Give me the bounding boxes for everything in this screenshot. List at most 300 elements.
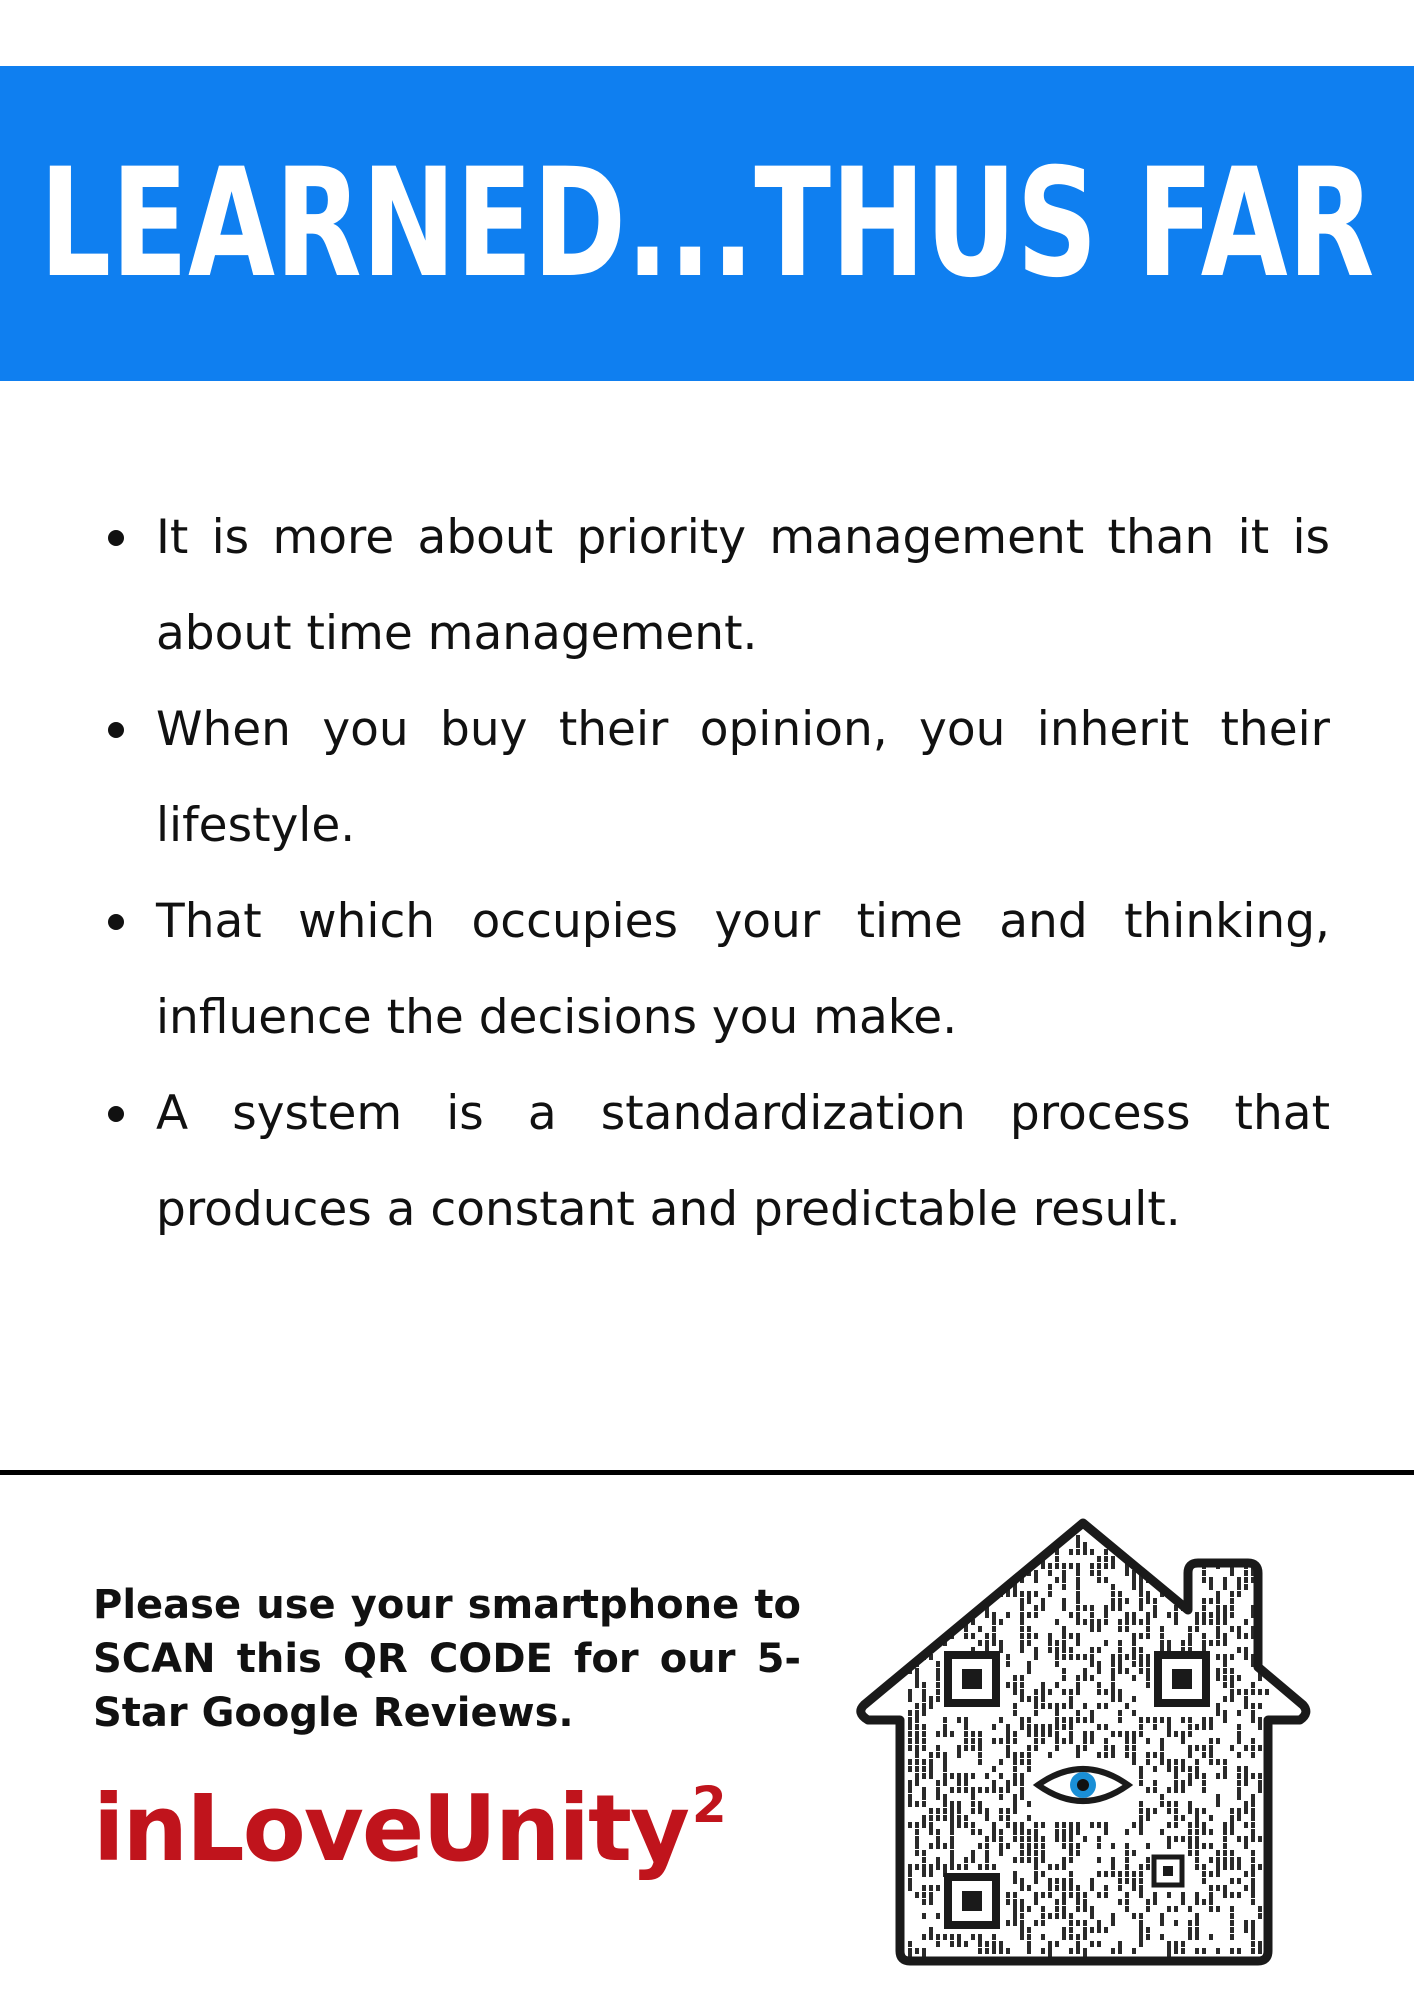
qr-module [1244,1745,1248,1751]
qr-module [922,1759,926,1765]
qr-module [1062,1668,1066,1674]
qr-module [1048,1752,1052,1758]
qr-module [1237,1710,1241,1716]
qr-module [1055,1836,1059,1842]
qr-module [1097,1752,1101,1758]
qr-module [1195,1913,1199,1926]
qr-module [1230,1920,1234,1926]
qr-module [957,1570,961,1576]
qr-module [1167,1801,1171,1807]
qr-module [936,1913,940,1919]
qr-module [1209,1843,1213,1849]
qr-module [915,1535,919,1541]
qr-module [1097,1927,1101,1933]
qr-module [1090,1675,1094,1681]
qr-module [1083,1619,1087,1625]
qr-module [1104,1563,1108,1569]
qr-module [1104,1892,1108,1898]
qr-module [936,1577,940,1590]
qr-module [1076,1892,1080,1905]
qr-module [922,1731,926,1737]
qr-module [1055,1710,1059,1716]
qr-module [1188,1745,1192,1758]
qr-module [1216,1794,1220,1807]
qr-module [1153,1570,1157,1576]
qr-module [1034,1612,1038,1618]
qr-module [1013,1549,1017,1555]
qr-module [1216,1703,1220,1716]
qr-module [1020,1717,1024,1730]
qr-module [1223,1710,1227,1723]
qr-module [1181,1815,1185,1821]
qr-module [1027,1836,1031,1842]
qr-module [1111,1696,1115,1702]
qr-module [1258,1689,1262,1695]
qr-module [1195,1836,1199,1849]
qr-module [936,1752,940,1758]
qr-module [1055,1563,1059,1569]
qr-module [992,1724,996,1730]
qr-module [936,1598,940,1604]
qr-module [1027,1745,1031,1751]
qr-module [1139,1619,1143,1625]
qr-module [943,1591,947,1604]
qr-module [1181,1941,1185,1947]
qr-module [922,1703,926,1716]
qr-module [922,1612,926,1618]
qr-module [1153,1780,1157,1786]
qr-module [1020,1850,1024,1856]
qr-module [999,1759,1003,1765]
qr-module [1104,1885,1108,1891]
qr-module [1013,1829,1017,1835]
qr-module [957,1745,961,1758]
qr-module [971,1794,975,1800]
qr-module [1167,1808,1171,1814]
qr-module [1153,1766,1157,1772]
qr-module [1146,1598,1150,1604]
qr-module [1090,1710,1094,1723]
qr-module [1041,1913,1045,1919]
qr-module [1251,1850,1255,1856]
qr-module [908,1738,912,1744]
qr-module [1104,1612,1108,1618]
qr-module [1216,1626,1220,1639]
qr-module [922,1773,926,1779]
qr-module [957,1773,961,1786]
qr-module [950,1941,954,1947]
qr-module [1146,1563,1150,1569]
qr-module [1251,1941,1255,1947]
qr-module [1125,1899,1129,1905]
qr-module [1020,1934,1024,1940]
qr-module [1027,1549,1031,1555]
qr-module [1195,1766,1199,1779]
qr-module [1041,1906,1045,1912]
qr-module [1076,1822,1080,1835]
qr-module [936,1885,940,1891]
qr-module [1251,1794,1255,1807]
qr-module [1258,1906,1262,1912]
qr-module [1062,1689,1066,1695]
qr-module [1055,1885,1059,1891]
qr-module [971,1745,975,1751]
qr-module [1202,1773,1206,1779]
qr-module [1188,1927,1192,1940]
qr-module [1013,1731,1017,1737]
qr-module [964,1822,968,1828]
qr-module [992,1612,996,1625]
qr-module [1027,1640,1031,1646]
qr-module [1188,1773,1192,1786]
qr-module [1034,1745,1038,1751]
qr-module [1223,1829,1227,1835]
qr-module [1083,1542,1087,1555]
qr-module [978,1934,982,1947]
qr-module [1237,1577,1241,1590]
qr-module [1006,1780,1010,1793]
qr-module [1055,1661,1059,1667]
qr-module [1006,1948,1010,1954]
qr-module [1062,1822,1066,1828]
qr-module [999,1948,1003,1954]
qr-module [929,1808,933,1814]
qr-module [1013,1808,1017,1814]
qr-module [1202,1948,1206,1954]
qr-module [971,1535,975,1548]
qr-module [957,1864,961,1870]
qr-module [1090,1549,1094,1555]
qr-module [1097,1822,1101,1828]
qr-module [1153,1808,1157,1814]
qr-module [1111,1591,1115,1597]
qr-module [1111,1871,1115,1877]
qr-module [1034,1647,1038,1660]
qr-module [971,1773,975,1779]
qr-module [1251,1717,1255,1723]
qr-module [1146,1612,1150,1625]
qr-module [1013,1535,1017,1541]
qr-module [1174,1815,1178,1821]
qr-module [1062,1563,1066,1569]
qr-module [1013,1871,1017,1884]
qr-module [985,1857,989,1863]
qr-module [1041,1724,1045,1737]
qr-module [1097,1577,1101,1583]
qr-module [957,1542,961,1548]
qr-module [1244,1871,1248,1877]
qr-module [1209,1577,1213,1590]
qr-module [978,1563,982,1576]
qr-module [1265,1549,1269,1555]
qr-module [1195,1829,1199,1835]
qr-module [1069,1934,1073,1940]
qr-module [1083,1906,1087,1912]
qr-module [1132,1612,1136,1625]
qr-module [1090,1913,1094,1919]
qr-module [908,1584,912,1597]
qr-module [936,1857,940,1870]
qr-module [936,1934,940,1940]
qr-module [964,1633,968,1639]
qr-module [922,1591,926,1597]
qr-module [964,1535,968,1548]
qr-module [915,1626,919,1639]
qr-module [915,1843,919,1849]
qr-module [908,1689,912,1702]
qr-module [1209,1612,1213,1618]
qr-module [1167,1542,1171,1548]
qr-module [1125,1857,1129,1863]
qr-module [1258,1864,1262,1870]
qr-module [1195,1619,1199,1625]
qr-module [1195,1745,1199,1751]
qr-module [1223,1843,1227,1849]
house-shaped-qr-code-icon[interactable] [848,1515,1318,1970]
qr-module [1027,1668,1031,1674]
qr-module [908,1633,912,1646]
qr-module [1006,1822,1010,1828]
qr-module [1244,1843,1248,1849]
qr-module [1230,1948,1234,1954]
qr-module [1258,1717,1262,1730]
qr-module [999,1738,1003,1744]
qr-module [929,1815,933,1821]
qr-module [1209,1892,1213,1905]
qr-module [1230,1850,1234,1856]
qr-module [1125,1654,1129,1660]
qr-module [1132,1878,1136,1891]
qr-module [1118,1619,1122,1625]
qr-module [1160,1829,1164,1835]
qr-module [1020,1626,1024,1632]
qr-module [1104,1619,1108,1625]
qr-module [1132,1738,1136,1744]
qr-module [978,1626,982,1632]
qr-module [950,1773,954,1779]
qr-module [1167,1549,1171,1555]
qr-module [950,1605,954,1611]
qr-module [929,1864,933,1877]
qr-module [1020,1682,1024,1688]
qr-module [1216,1759,1220,1765]
qr-module [1167,1759,1171,1772]
qr-module [1209,1542,1213,1548]
qr-module [1139,1808,1143,1814]
qr-module [1048,1703,1052,1709]
qr-module [1125,1752,1129,1758]
qr-module [1244,1885,1248,1891]
qr-module [1013,1556,1017,1562]
qr-module [1006,1731,1010,1744]
qr-module [1076,1605,1080,1611]
qr-module [1041,1843,1045,1849]
qr-module [1153,1752,1157,1758]
qr-module [936,1731,940,1737]
qr-module [1048,1570,1052,1576]
qr-module [1167,1556,1171,1562]
qr-module [964,1598,968,1611]
qr-module [1174,1801,1178,1807]
qr-module [1076,1591,1080,1604]
qr-module [992,1738,996,1744]
qr-module [1027,1927,1031,1933]
qr-module [1027,1801,1031,1807]
qr-module [1146,1759,1150,1765]
qr-module [1069,1689,1073,1695]
qr-module [1118,1941,1122,1954]
qr-module [1251,1948,1255,1954]
qr-module [1188,1920,1192,1926]
qr-module [1076,1745,1080,1758]
qr-module [957,1717,961,1723]
qr-module [908,1766,912,1772]
qr-module [1160,1745,1164,1751]
qr-module [1132,1696,1136,1702]
qr-module [1104,1871,1108,1877]
qr-module [1223,1619,1227,1625]
qr-module [1104,1689,1108,1695]
qr-module [1083,1892,1087,1898]
qr-module [1153,1556,1157,1562]
qr-module [1062,1857,1066,1870]
qr-module [1237,1857,1241,1870]
qr-module [1139,1801,1143,1807]
qr-module [1251,1773,1255,1779]
bullet-dot-icon [108,722,124,738]
qr-module [908,1759,912,1765]
qr-module [1258,1745,1262,1751]
qr-module [1237,1752,1241,1758]
qr-module [1202,1864,1206,1870]
qr-module [1034,1878,1038,1884]
qr-module [936,1787,940,1800]
qr-module [1062,1906,1066,1919]
qr-module [1223,1892,1227,1898]
qr-module [1216,1871,1220,1877]
qr-module [1083,1927,1087,1940]
qr-module [1062,1703,1066,1709]
qr-module [1132,1745,1136,1751]
qr-module [1111,1948,1115,1954]
qr-module [1069,1654,1073,1660]
qr-module [1216,1612,1220,1625]
qr-module [943,1815,947,1821]
qr-module [922,1934,926,1940]
qr-module [1020,1773,1024,1786]
qr-module [1209,1871,1213,1877]
qr-module [922,1689,926,1702]
qr-module [971,1822,975,1828]
qr-module [1076,1654,1080,1660]
qr-module [1027,1759,1031,1765]
qr-module [1027,1542,1031,1548]
qr-module [1055,1619,1059,1625]
qr-module [908,1780,912,1793]
qr-module [999,1843,1003,1856]
qr-module [978,1731,982,1737]
qr-module [1223,1633,1227,1646]
qr-module [1006,1815,1010,1821]
qr-module [1202,1612,1206,1625]
qr-module [1251,1703,1255,1709]
qr-module [1090,1927,1094,1933]
qr-module [1090,1612,1094,1618]
qr-module [936,1815,940,1821]
qr-module [1174,1822,1178,1828]
qr-module [992,1780,996,1793]
qr-module [1251,1899,1255,1905]
qr-module [1076,1675,1080,1681]
qr-module [999,1773,1003,1779]
qr-module [1069,1612,1073,1618]
qr-module [992,1934,996,1940]
qr-module [1125,1703,1129,1709]
qr-module [1202,1787,1206,1793]
qr-module [1069,1913,1073,1919]
qr-module [1139,1668,1143,1674]
bullet-dot-icon [108,914,124,930]
qr-module [915,1948,919,1954]
qr-module [978,1535,982,1548]
qr-module [1237,1878,1241,1884]
qr-module [1097,1689,1101,1695]
qr-module [1048,1563,1052,1569]
qr-module [943,1934,947,1940]
qr-module [1139,1633,1143,1639]
qr-module [1195,1948,1199,1954]
qr-module [1244,1633,1248,1639]
qr-module [1034,1633,1038,1639]
qr-module [1216,1885,1220,1891]
qr-module [950,1836,954,1849]
qr-module [1118,1689,1122,1702]
qr-module [1237,1731,1241,1744]
qr-module [1132,1850,1136,1856]
qr-module [1230,1857,1234,1870]
qr-module [922,1864,926,1877]
qr-module [1265,1640,1269,1653]
qr-module [1167,1892,1171,1898]
qr-module [1006,1612,1010,1618]
qr-module [929,1563,933,1569]
qr-module [999,1549,1003,1562]
qr-module [1237,1675,1241,1681]
qr-module [1188,1829,1192,1835]
qr-module [1188,1836,1192,1849]
list-item [100,490,1330,682]
qr-module [1027,1815,1031,1821]
lessons-list [100,490,1330,1258]
qr-module [1111,1556,1115,1569]
qr-module [1160,1752,1164,1765]
qr-module [929,1535,933,1548]
qr-module [1265,1626,1269,1632]
qr-module [1188,1626,1192,1632]
qr-module [1062,1738,1066,1744]
qr-module [915,1724,919,1730]
qr-module [1027,1766,1031,1772]
qr-module [1202,1871,1206,1877]
qr-module [1167,1906,1171,1912]
qr-module [1244,1689,1248,1695]
qr-module [1076,1577,1080,1590]
qr-module [1181,1542,1185,1548]
qr-module [950,1577,954,1583]
qr-module [1195,1724,1199,1730]
qr-module [1132,1633,1136,1646]
qr-module [1062,1626,1066,1639]
